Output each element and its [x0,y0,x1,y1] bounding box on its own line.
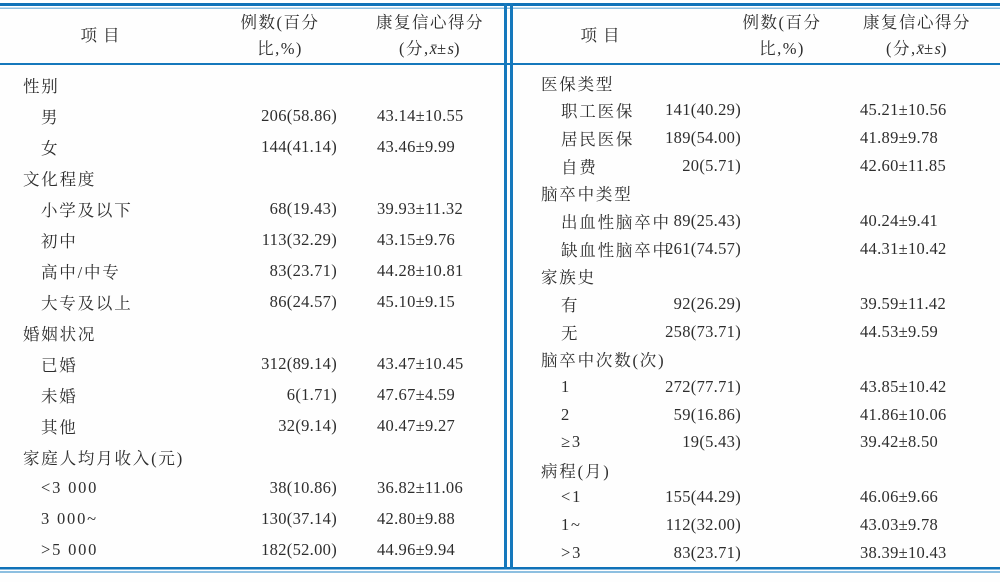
table-row [514,290,1000,318]
row-label: 高中/中专 [41,262,121,282]
xbar-symbol: x̄ [429,39,437,58]
header-cases-line1: 例数(百分 [240,13,320,32]
group-label: 医保类型 [541,74,615,94]
group-label: 脑卒中次数(次) [541,351,666,371]
table-row [514,484,1000,512]
header-score-column [350,9,510,63]
row-cases: 258(73.71) [665,321,741,341]
row-label: 有 [561,295,580,315]
table-row [0,69,505,100]
header-score-line1: 康复信心得分 [863,13,971,32]
row-label: 出血性脑卒中 [561,213,671,233]
row-score: 46.06±9.66 [860,487,939,507]
table-body-right [514,69,1000,567]
header-cases-column [200,9,360,63]
row-cases: 92(26.29) [673,293,741,313]
row-cases: 261(74.57) [665,238,741,258]
row-score: 39.42±8.50 [860,432,939,452]
table-body-left [0,69,505,565]
table-row [514,69,1000,97]
table-row [0,503,505,534]
row-score: 43.15±9.76 [377,229,456,249]
table-row [514,345,1000,373]
row-cases: 68(19.43) [269,198,337,218]
table-row [0,317,505,348]
table-row [0,410,505,441]
header-score-line2 [886,36,948,62]
row-label: 1~ [561,515,582,535]
row-cases: 32(9.14) [278,415,337,435]
row-score: 45.10±9.15 [377,291,456,311]
row-score: 42.60±11.85 [860,155,946,175]
table-row [514,428,1000,456]
row-cases: 155(44.29) [665,487,741,507]
group-label: 病程(月) [541,461,611,481]
row-label: 无 [561,323,580,343]
row-label: 女 [41,138,60,158]
score-unit-open: (分, [399,39,430,58]
row-cases: 19(5.43) [682,432,741,452]
row-score: 44.96±9.94 [377,539,456,559]
row-cases: 83(23.71) [673,542,741,562]
row-score: 43.85±10.42 [860,376,947,396]
table-row [514,152,1000,180]
header-item-column [520,9,680,63]
table-row [0,441,505,472]
table-row [514,373,1000,401]
row-score: 43.47±10.45 [377,353,464,373]
score-unit-open: (分, [886,39,917,58]
table-row [514,401,1000,429]
row-label: 3 000~ [41,508,98,528]
table-row [0,379,505,410]
header-score-column [837,9,997,63]
row-score: 47.67±4.59 [377,384,456,404]
row-cases: 6(1.71) [286,384,337,404]
row-label: 未婚 [41,386,78,406]
row-cases: 38(10.86) [269,477,337,497]
row-cases: 141(40.29) [665,100,741,120]
table-row [514,124,1000,152]
header-item-column [20,9,180,63]
row-cases: 130(37.14) [261,508,337,528]
group-label: 家族史 [541,268,596,288]
header-cases-line2: 比,%) [257,39,303,58]
group-label: 婚姻状况 [23,324,97,344]
row-cases: 272(77.71) [665,376,741,396]
score-unit-close: ) [453,39,461,58]
row-cases: 59(16.86) [673,404,741,424]
table-row [514,97,1000,125]
plus-minus-symbol: ± [923,39,935,58]
row-score: 44.53±9.59 [860,321,939,341]
row-cases: 112(32.00) [665,515,741,535]
row-score: 43.46±9.99 [377,136,456,156]
row-score: 41.89±9.78 [860,128,939,148]
row-cases: 113(32.29) [261,229,337,249]
row-label: ≥3 [561,432,582,452]
header-item-label: 项目 [80,26,126,45]
row-label: 1 [561,376,572,396]
table-row [0,255,505,286]
row-label: 2 [561,404,572,424]
row-label: 已婚 [41,355,78,375]
row-score: 38.39±10.43 [860,542,947,562]
table-row [0,131,505,162]
header-score-line1: 康复信心得分 [376,13,484,32]
s-symbol: s [447,39,454,58]
column-divider [504,3,513,569]
row-score: 39.93±11.32 [377,198,463,218]
row-label: <1 [561,487,583,507]
row-label: >5 000 [41,539,99,559]
row-label: 大专及以上 [41,293,133,313]
row-label: >3 [561,542,583,562]
row-label: 小学及以下 [41,200,133,220]
table-row [0,193,505,224]
s-symbol: s [934,39,941,58]
table-row [514,262,1000,290]
row-cases: 182(52.00) [261,539,337,559]
plus-minus-symbol: ± [436,39,448,58]
header-cases-line1: 例数(百分 [742,13,822,32]
row-score: 43.14±10.55 [377,105,464,125]
row-score: 44.31±10.42 [860,238,947,258]
group-label: 性别 [23,76,60,96]
row-score: 45.21±10.56 [860,100,947,120]
row-cases: 89(25.43) [673,211,741,231]
header-score-line2 [399,36,461,62]
table-row [0,100,505,131]
row-score: 42.80±9.88 [377,508,456,528]
group-label: 文化程度 [23,169,97,189]
table-row [514,180,1000,208]
header-item-label: 项目 [580,26,626,45]
row-cases: 189(54.00) [665,128,741,148]
row-score: 41.86±10.06 [860,404,947,424]
table-row [514,207,1000,235]
table-row [0,286,505,317]
group-label: 脑卒中类型 [541,185,633,205]
table-row [0,348,505,379]
table-row [514,235,1000,263]
row-cases: 206(58.86) [261,105,337,125]
row-label: <3 000 [41,477,99,497]
row-label: 缺血性脑卒中 [561,240,671,260]
row-cases: 20(5.71) [682,155,741,175]
row-score: 40.24±9.41 [860,211,939,231]
table-row [514,539,1000,567]
table-header-right [514,9,1000,63]
row-score: 36.82±11.06 [377,477,463,497]
table-row [0,224,505,255]
row-score: 39.59±11.42 [860,293,946,313]
row-score: 40.47±9.27 [377,415,456,435]
table-row [0,472,505,503]
row-label: 居民医保 [561,130,635,150]
row-label: 自费 [561,157,598,177]
score-unit-close: ) [940,39,948,58]
table-row [514,318,1000,346]
row-cases: 312(89.14) [261,353,337,373]
table-row [0,534,505,565]
header-cases-line2: 比,%) [759,39,805,58]
table-row [0,162,505,193]
row-label: 职工医保 [561,102,635,122]
row-label: 初中 [41,231,78,251]
row-label: 男 [41,107,60,127]
row-cases: 86(24.57) [269,291,337,311]
row-score: 43.03±9.78 [860,515,939,535]
row-score: 44.28±10.81 [377,260,464,280]
row-label: 其他 [41,417,78,437]
table-row [514,456,1000,484]
xbar-symbol: x̄ [916,39,924,58]
table-row [514,511,1000,539]
table-header-left [0,9,505,63]
table-right-half [514,0,1000,582]
row-cases: 144(41.14) [261,136,337,156]
group-label: 家庭人均月收入(元) [23,448,184,468]
row-cases: 83(23.71) [269,260,337,280]
